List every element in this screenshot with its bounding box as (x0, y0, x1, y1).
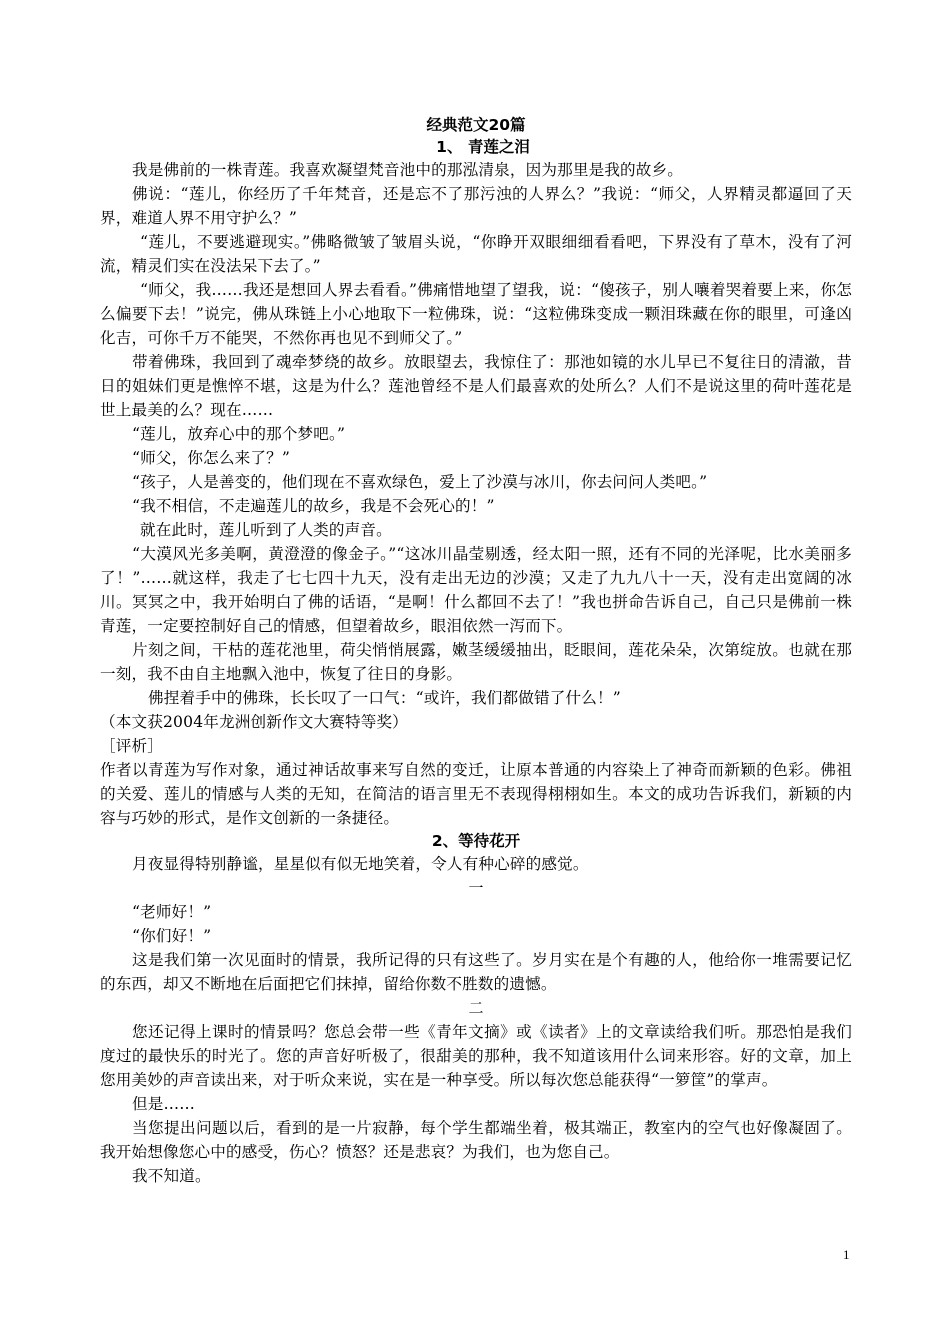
page-number: 1 (843, 1247, 850, 1262)
part-marker-1: 一 (468, 879, 484, 897)
paragraph: 带着佛珠，我回到了魂牵梦绕的故乡。放眼望去，我惊住了：那池如镜的水儿早已不复往日的清澈，昔日的姐妹们更是憔悴不堪，这是为什么？莲池曾经不是人们最喜欢的处所么？人们不是说这里的荷叶莲花是世上最美的么？现在…… (100, 353, 852, 419)
paragraph: “师父，你怎么来了？” (132, 449, 290, 467)
paragraph: 当您提出问题以后，看到的是一片寂静，每个学生都端坐着，极其端正，教室内的空气也好像凝固了。我开始想像您心中的感受，伤心？愤怒？还是悲哀？为我们，也为您自己。 (100, 1119, 852, 1161)
paragraph: 您还记得上课时的情景吗？您总会带一些《青年文摘》或《读者》上的文章读给我们听。那恐怕是我们度过的最快乐的时光了。您的声音好听极了，很甜美的那种，我不知道该用什么词来形容。好的文章，加上您用美妙的声音读出来，对于听众来说，实在是一种享受。所以每次您总能获得“一箩筐”的掌声。 (100, 1023, 852, 1089)
section-title-2: 2、等待花开 (431, 832, 521, 850)
paragraph: 但是…… (132, 1095, 195, 1113)
review-label: ［评析］ (100, 737, 163, 755)
document-body (100, 114, 852, 1188)
paragraph: 就在此时，莲儿听到了人类的声音。 (140, 521, 392, 539)
section-title-1: 1、 青莲之泪 (436, 138, 530, 156)
paragraph: “莲儿，不要逃避现实。”佛略微皱了皱眉头说，“你睁开双眼细细看看吧，下界没有了草木，没有了河流，精灵们实在没法呆下去了。” (100, 233, 852, 275)
paragraph: 佛捏着手中的佛珠，长长叹了一口气：“或许，我们都做错了什么！” (148, 689, 621, 707)
paragraph: 月夜显得特别静谧，星星似有似无地笑着，令人有种心碎的感觉。 (132, 855, 589, 873)
paragraph: 我不知道。 (132, 1167, 211, 1185)
document-title: 经典范文20篇 (426, 116, 526, 134)
paragraph: “大漠风光多美啊，黄澄澄的像金子。”“这冰川晶莹剔透，经太阳一照，还有不同的光泽呢，比水美丽多了！”……就这样，我走了七七四十九天，没有走出无边的沙漠；又走了九九八十一天，没有走出宽阔的冰川。冥冥之中，我开始明白了佛的话语，“是啊！什么都回不去了！”我也拼命告诉自己，自己只是佛前一株青莲，一定要控制好自己的情感，但望着故乡，眼泪依然一泻而下。 (100, 545, 852, 635)
paragraph: “老师好！” (132, 903, 212, 921)
paragraph: 我是佛前的一株青莲。我喜欢凝望梵音池中的那泓清泉，因为那里是我的故乡。 (132, 161, 684, 179)
paragraph: “你们好！” (132, 927, 212, 945)
review-text: 作者以青莲为写作对象，通过神话故事来写自然的变迁，让原本普通的内容染上了神奇而新颖的色彩。佛祖的关爱、莲儿的情感与人类的无知，在简洁的语言里无不表现得栩栩如生。本文的成功告诉我们，新颖的内容与巧妙的形式，是作文创新的一条捷径。 (100, 761, 852, 827)
paragraph: “莲儿，放弃心中的那个梦吧。” (132, 425, 346, 443)
paragraph: “孩子，人是善变的，他们现在不喜欢绿色，爱上了沙漠与冰川，你去问问人类吧。” (132, 473, 708, 491)
paragraph: 片刻之间，干枯的莲花池里，荷尖悄悄展露，嫩茎缓缓抽出，眨眼间，莲花朵朵，次第绽放。也就在那一刻，我不由自主地飘入池中，恢复了往日的身影。 (100, 641, 852, 683)
award-note: （本文获2004年龙洲创新作文大赛特等奖） (100, 713, 408, 731)
paragraph: “我不相信，不走遍莲儿的故乡，我是不会死心的！” (132, 497, 495, 515)
paragraph: “师父，我……我还是想回人界去看看。”佛痛惜地望了望我，说：“傻孩子，别人嚷着哭着要上来，你怎么偏要下去！”说完，佛从珠链上小心地取下一粒佛珠，说：“这粒佛珠变成一颗泪珠藏在你的眼里，可逢凶化吉，可你千万不能哭，不然你再也见不到师父了。” (100, 281, 852, 347)
paragraph: 佛说：“莲儿，你经历了千年梵音，还是忘不了那污浊的人界么？”我说：“师父，人界精灵都逼回了天界，难道人界不用守护么？” (100, 185, 852, 227)
paragraph: 这是我们第一次见面时的情景，我所记得的只有这些了。岁月实在是个有趣的人，他给你一堆需要记忆的东西，却又不断地在后面把它们抹掉，留给你数不胜数的遗憾。 (100, 951, 852, 993)
part-marker-2: 二 (468, 999, 484, 1017)
